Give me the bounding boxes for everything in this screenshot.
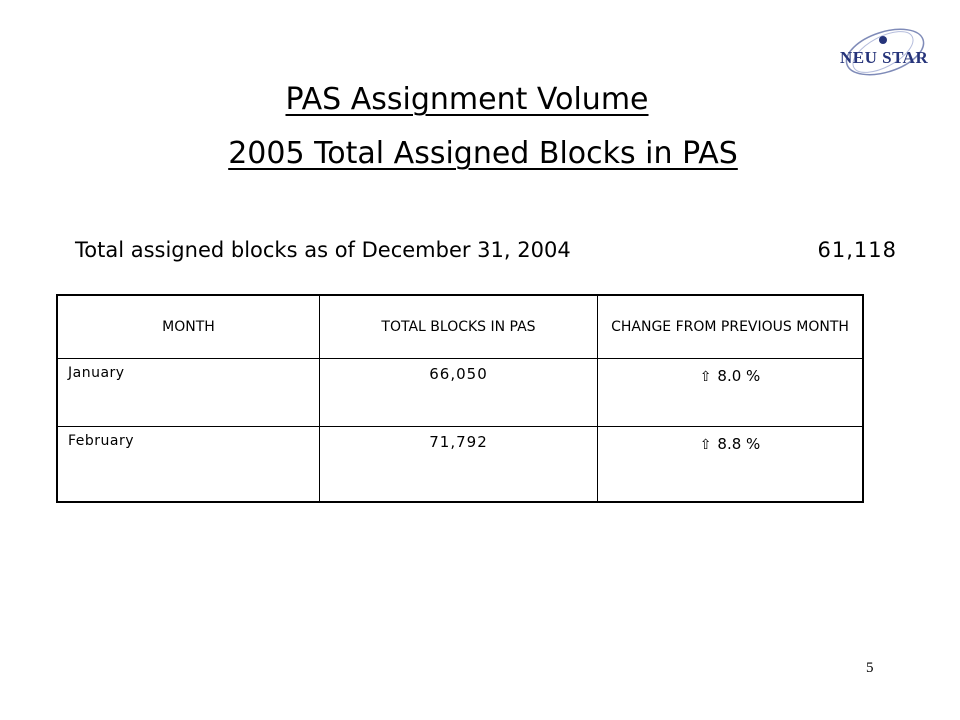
up-arrow-icon: ⇧ <box>699 369 712 385</box>
summary-line <box>75 238 897 262</box>
logo-wordmark: NEU STAR <box>840 48 929 67</box>
row-january-total: 66,050 <box>320 359 598 427</box>
column-header-total: TOTAL BLOCKS IN PAS <box>320 296 598 359</box>
column-header-change: CHANGE FROM PREVIOUS MONTH <box>598 296 862 359</box>
row-february-total: 71,792 <box>320 427 598 501</box>
page-title: PAS Assignment Volume <box>285 82 649 117</box>
page-number: 5 <box>866 660 874 676</box>
row-february-month: February <box>58 427 320 501</box>
row-february-change <box>598 427 862 501</box>
summary-value: 61,118 <box>817 238 897 262</box>
row-january-change <box>598 359 862 427</box>
change-value: 8.8 % <box>717 435 761 453</box>
summary-label: Total assigned blocks as of December 31, 2004 <box>75 238 571 262</box>
column-header-month: MONTH <box>58 296 320 359</box>
page-subtitle: 2005 Total Assigned Blocks in PAS <box>228 136 738 171</box>
change-value: 8.0 % <box>717 367 761 385</box>
up-arrow-icon: ⇧ <box>699 437 712 453</box>
blocks-table <box>56 294 864 503</box>
neustar-logo <box>825 22 943 80</box>
row-january-month: January <box>58 359 320 427</box>
